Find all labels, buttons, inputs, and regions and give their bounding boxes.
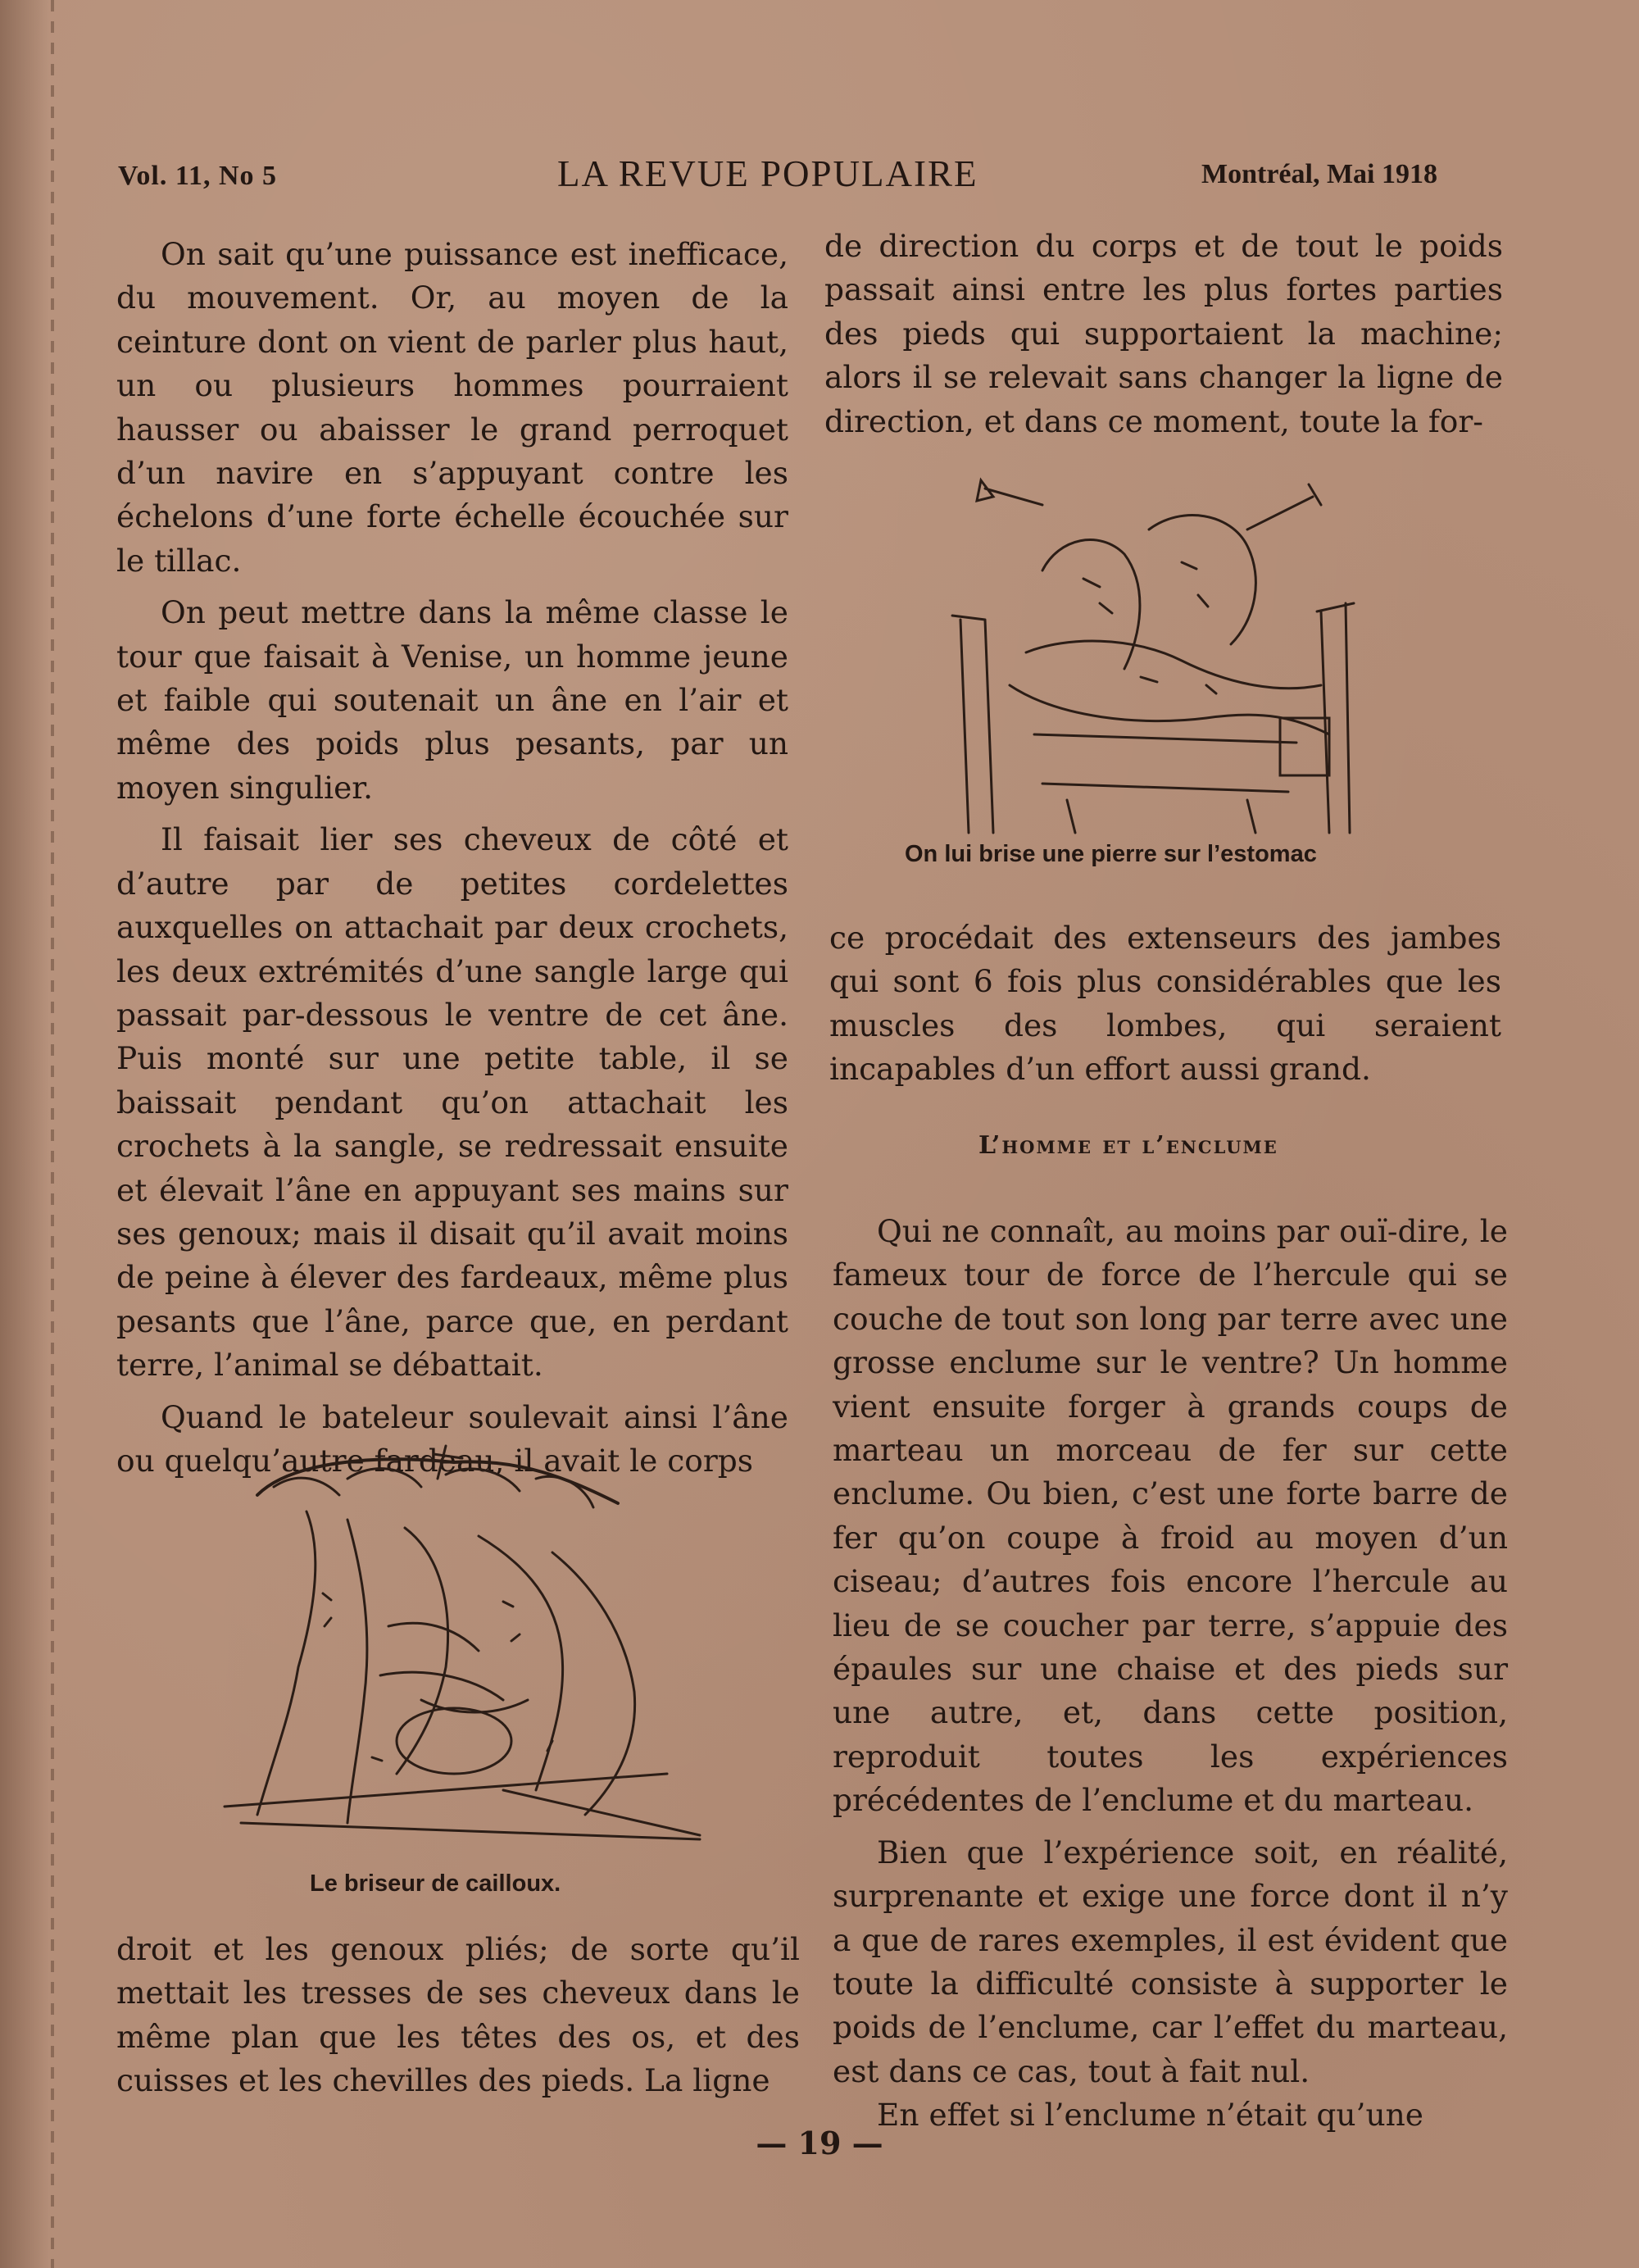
paragraph: Il faisait lier ses cheveux de côté et d’autre par de petites cordelettes auxquelles on attachait par deux crochets, les deux extrémités d’une sangle large qui passait par-dessous le ventre de cet âne. Puis monté sur une petite table, il se baissait pendant qu’on attachait les crochets à la sangle, se redressait ensuite et élevait l’âne en appuyant ses mains sur ses genoux; mais il disait qu’il avait moins de peine à élever des fardeaux, même plus pesants que l’âne, parce que, en perdant terre, l’animal se débattait. <box>116 821 788 1384</box>
stone-on-stomach-illustration <box>936 472 1378 841</box>
paragraph: En effet si l’enclume n’était qu’une <box>877 2097 1423 2134</box>
right-column-top <box>824 225 1503 443</box>
left-column-top <box>116 233 788 1483</box>
caption-stone-on-stomach: On lui brise une pierre sur l’estomac <box>905 841 1317 867</box>
binding-stitch-line <box>51 0 54 2268</box>
stone-breaker-illustration <box>208 1429 721 1849</box>
page-edge-shadow <box>0 0 49 2268</box>
issue-label: Vol. 11, No 5 <box>118 161 278 191</box>
paragraph: ce procédait des extenseurs des jambes qui sont 6 fois plus considérables que les muscles des lombes, qui seraient incapables d’un effort aussi grand. <box>829 920 1501 1088</box>
paragraph: de direction du corps et de tout le poids passait ainsi entre les plus fortes parties des pieds qui supportaient la machine; alors il se relevait sans changer la ligne de direction, et dans ce moment, toute la for- <box>824 228 1503 439</box>
right-column-mid <box>829 916 1501 1092</box>
right-column-bottom <box>833 1210 1508 2138</box>
caption-stone-breaker: Le briseur de cailloux. <box>310 1870 561 1897</box>
paragraph: Bien que l’expérience soit, en réalité, surprenante et exige une force dont il n’y a que de rares exemples, il est évident que toute la difficulté consiste à supporter le poids de l’enclume, car l’effet du marteau, est dans ce cas, tout à fait nul. <box>833 1834 1508 2089</box>
paragraph: Qui ne connaît, au moins par ouï-dire, le fameux tour de force de l’hercule qui se couche de tout son long par terre avec une grosse enclume sur le ventre? Un homme vient ensuite forger à grands coups de marteau un morceau de fer sur cette enclume. Ou bien, c’est une forte barre de fer qu’on coupe à froid au moyen d’un ciseau; d’autres fois encore l’hercule au lieu de se coucher par terre, s’appuie des épaules sur une chaise et des pieds sur une autre, et, dans cette position, reproduit toutes les expériences précédentes de l’enclume et du marteau. <box>833 1213 1508 1819</box>
paragraph: droit et les genoux pliés; de sorte qu’il mettait les tresses de ses cheveux dans le même plan que les têtes des os, et des cuisses et les chevilles des pieds. La ligne <box>116 1931 800 2099</box>
journal-title: LA REVUE POPULAIRE <box>557 153 978 194</box>
date-label: Montréal, Mai 1918 <box>1201 159 1437 189</box>
section-title: L’homme et l’enclume <box>978 1131 1278 1160</box>
page-header <box>0 152 1639 202</box>
paragraph: On peut mettre dans la même classe le tour que faisait à Venise, un homme jeune et faible qui soutenait un âne en l’air et même des poids plus pesants, par un moyen singulier. <box>116 594 788 806</box>
left-column-bottom <box>116 1928 800 2103</box>
paragraph: On sait qu’une puissance est inefficace, du mouvement. Or, au moyen de la ceinture dont on vient de parler plus haut, un ou plusieurs hommes pourraient hausser ou abaisser le grand perroquet d’un navire en s’appuyant contre les échelons d’une forte échelle écouchée sur le tillac. <box>116 236 788 579</box>
paragraph: Quand le bateleur soulevait ainsi l’âne ou quelqu’autre fardeau, il avait le corps <box>116 1398 788 1479</box>
page-number: — 19 — <box>756 2125 883 2161</box>
